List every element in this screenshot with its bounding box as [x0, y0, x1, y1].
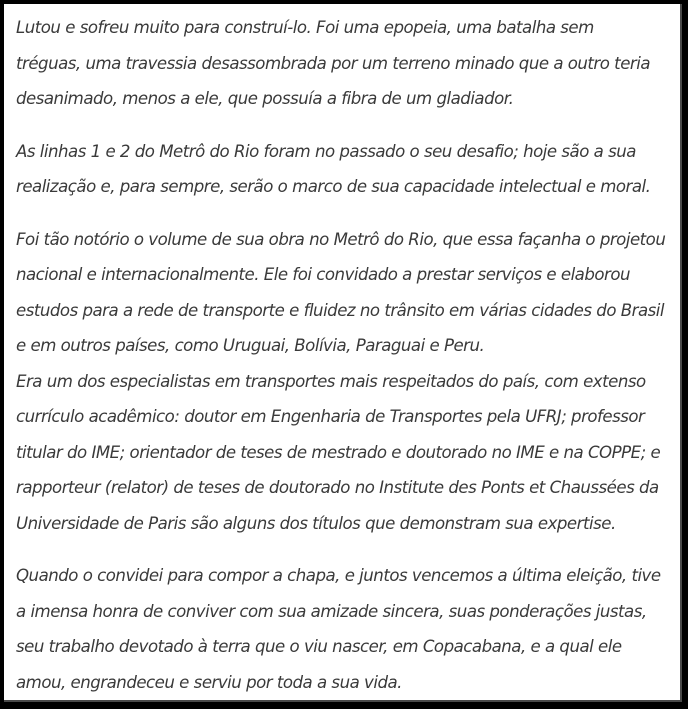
text-line: As linhas 1 e 2 do Metrô do Rio foram no passado o seu desafio; hoje são a sua: [16, 141, 636, 161]
text-line: rapporteur (relator) de teses de doutorado no Institute des Ponts et Chaussées da: [16, 478, 659, 497]
paragraph-3: [16, 222, 680, 364]
text-line: seu trabalho devotado à terra que o viu nascer, em Copacabana, e a qual ele: [16, 637, 622, 656]
text-line: Universidade de Paris são alguns dos títulos que demonstram sua expertise.: [16, 513, 616, 533]
text-line: Era um dos especialistas em transportes mais respeitados do país, com extenso: [16, 371, 646, 391]
paragraph-gap: [16, 541, 680, 558]
text-line: titular do IME; orientador de teses de mestrado e doutorado no IME e na COPPE; e: [16, 442, 661, 462]
text-line: realização e, para sempre, serão o marco de sua capacidade intelectual e moral.: [16, 177, 651, 196]
text-line: Foi tão notório o volume de sua obra no Metrô do Rio, que essa façanha o projetou: [16, 229, 666, 249]
text-line: Quando o convidei para compor a chapa, e juntos vencemos a última eleição, tive: [16, 566, 661, 585]
text-line: amou, engrandeceu e serviu por toda a sua vida.: [16, 672, 402, 692]
text-line: e em outros países, como Uruguai, Bolívia, Paraguai e Peru.: [16, 336, 485, 355]
text-line: desanimado, menos a ele, que possuía a fibra de um gladiador.: [16, 89, 514, 108]
text-line: Lutou e sofreu muito para construí-lo. Foi uma epopeia, uma batalha sem: [16, 18, 594, 37]
paragraph-5: [16, 558, 680, 700]
text-line: currículo acadêmico: doutor em Engenharia de Transportes pela UFRJ; professor: [16, 407, 645, 426]
paragraph-1: [16, 10, 680, 117]
paragraph-4: [16, 364, 680, 542]
text-line: tréguas, uma travessia desassombrada por um terreno minado que a outro teria: [16, 53, 650, 73]
paragraph-gap: [16, 205, 680, 222]
document-frame: [4, 4, 682, 702]
text-line: a imensa honra de conviver com sua amizade sincera, suas ponderações justas,: [16, 601, 647, 621]
text-line: nacional e internacionalmente. Ele foi convidado a prestar serviços e elaborou: [16, 265, 631, 284]
text-line: estudos para a rede de transporte e fluidez no trânsito em várias cidades do Brasil: [16, 300, 665, 320]
article-text: [16, 10, 680, 700]
paragraph-gap: [16, 117, 680, 134]
paragraph-2: [16, 134, 680, 205]
